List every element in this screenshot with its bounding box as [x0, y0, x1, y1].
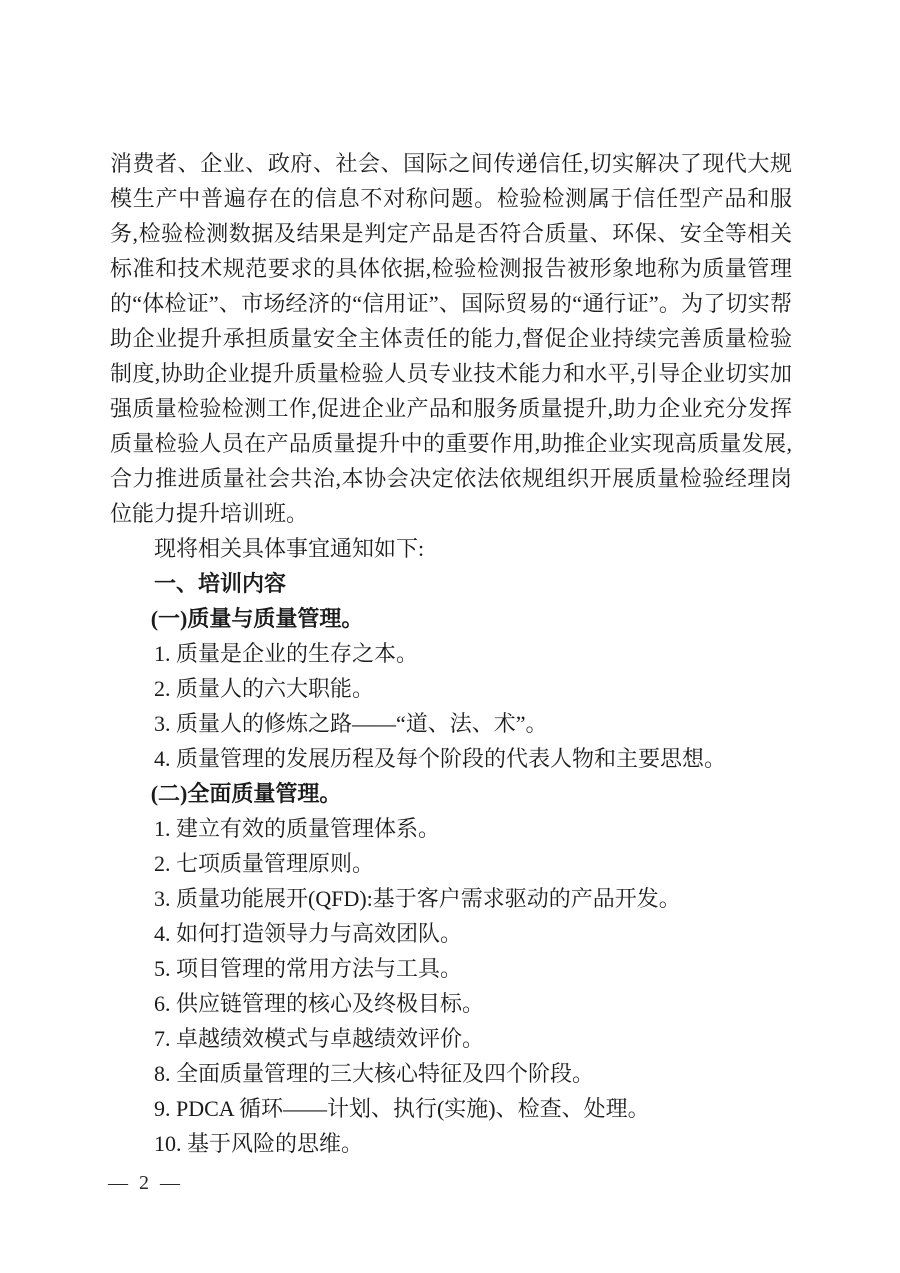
list-item: 1. 建立有效的质量管理体系。 — [154, 816, 441, 841]
list-item: 3. 质量功能展开(QFD):基于客户需求驱动的产品开发。 — [154, 886, 681, 911]
list-item: 7. 卓越绩效模式与卓越绩效评价。 — [154, 1026, 485, 1051]
list-item: 6. 供应链管理的核心及终极目标。 — [154, 991, 485, 1016]
list-item: 10. 基于风险的思维。 — [154, 1131, 364, 1156]
list-item: 3. 质量人的修炼之路——“道、法、术”。 — [154, 711, 548, 736]
list-item: 5. 项目管理的常用方法与工具。 — [154, 956, 463, 981]
section-heading-level1: 一、培训内容 — [154, 571, 287, 596]
list-item: 9. PDCA 循环——计划、执行(实施)、检查、处理。 — [154, 1096, 650, 1121]
list-item: 2. 七项质量管理原则。 — [154, 851, 375, 876]
list-item: 4. 如何打造领导力与高效团队。 — [154, 921, 463, 946]
list-item: 2. 质量人的六大职能。 — [154, 676, 375, 701]
document-body — [110, 146, 792, 1161]
body-paragraph: 消费者、企业、政府、社会、国际之间传递信任,切实解决了现代大规模生产中普遍存在的信息不对称问题。检验检测属于信任型产品和服务,检验检测数据及结果是判定产品是否符合质量、环保、安全等相关标准和技术规范要求的具体依据,检验检测报告被形象地称为质量管理的“体检证”、市场经济的“信用证”、国际贸易的“通行证”。为了切实帮助企业提升承担质量安全主体责任的能力,督促企业持续完善质量检验制度,协助企业提升质量检验人员专业技术能力和水平,引导企业切实加强质量检验检测工作,促进企业产品和服务质量提升,助力企业充分发挥质量检验人员在产品质量提升中的重要作用,助推企业实现高质量发展,合力推进质量社会共治,本协会决定依法依规组织开展质量检验经理岗位能力提升培训班。 — [110, 151, 792, 526]
list-item: 4. 质量管理的发展历程及每个阶段的代表人物和主要思想。 — [154, 746, 727, 771]
page-footer — [108, 1170, 183, 1196]
list-item: 1. 质量是企业的生存之本。 — [154, 641, 419, 666]
list-item: 8. 全面质量管理的三大核心特征及四个阶段。 — [154, 1061, 595, 1086]
notice-intro-line: 现将相关具体事宜通知如下: — [154, 536, 425, 561]
page-number: — 2 — — [108, 1172, 183, 1194]
section-heading-level2: (一)质量与质量管理。 — [150, 606, 364, 631]
section-heading-level2: (二)全面质量管理。 — [150, 781, 342, 806]
